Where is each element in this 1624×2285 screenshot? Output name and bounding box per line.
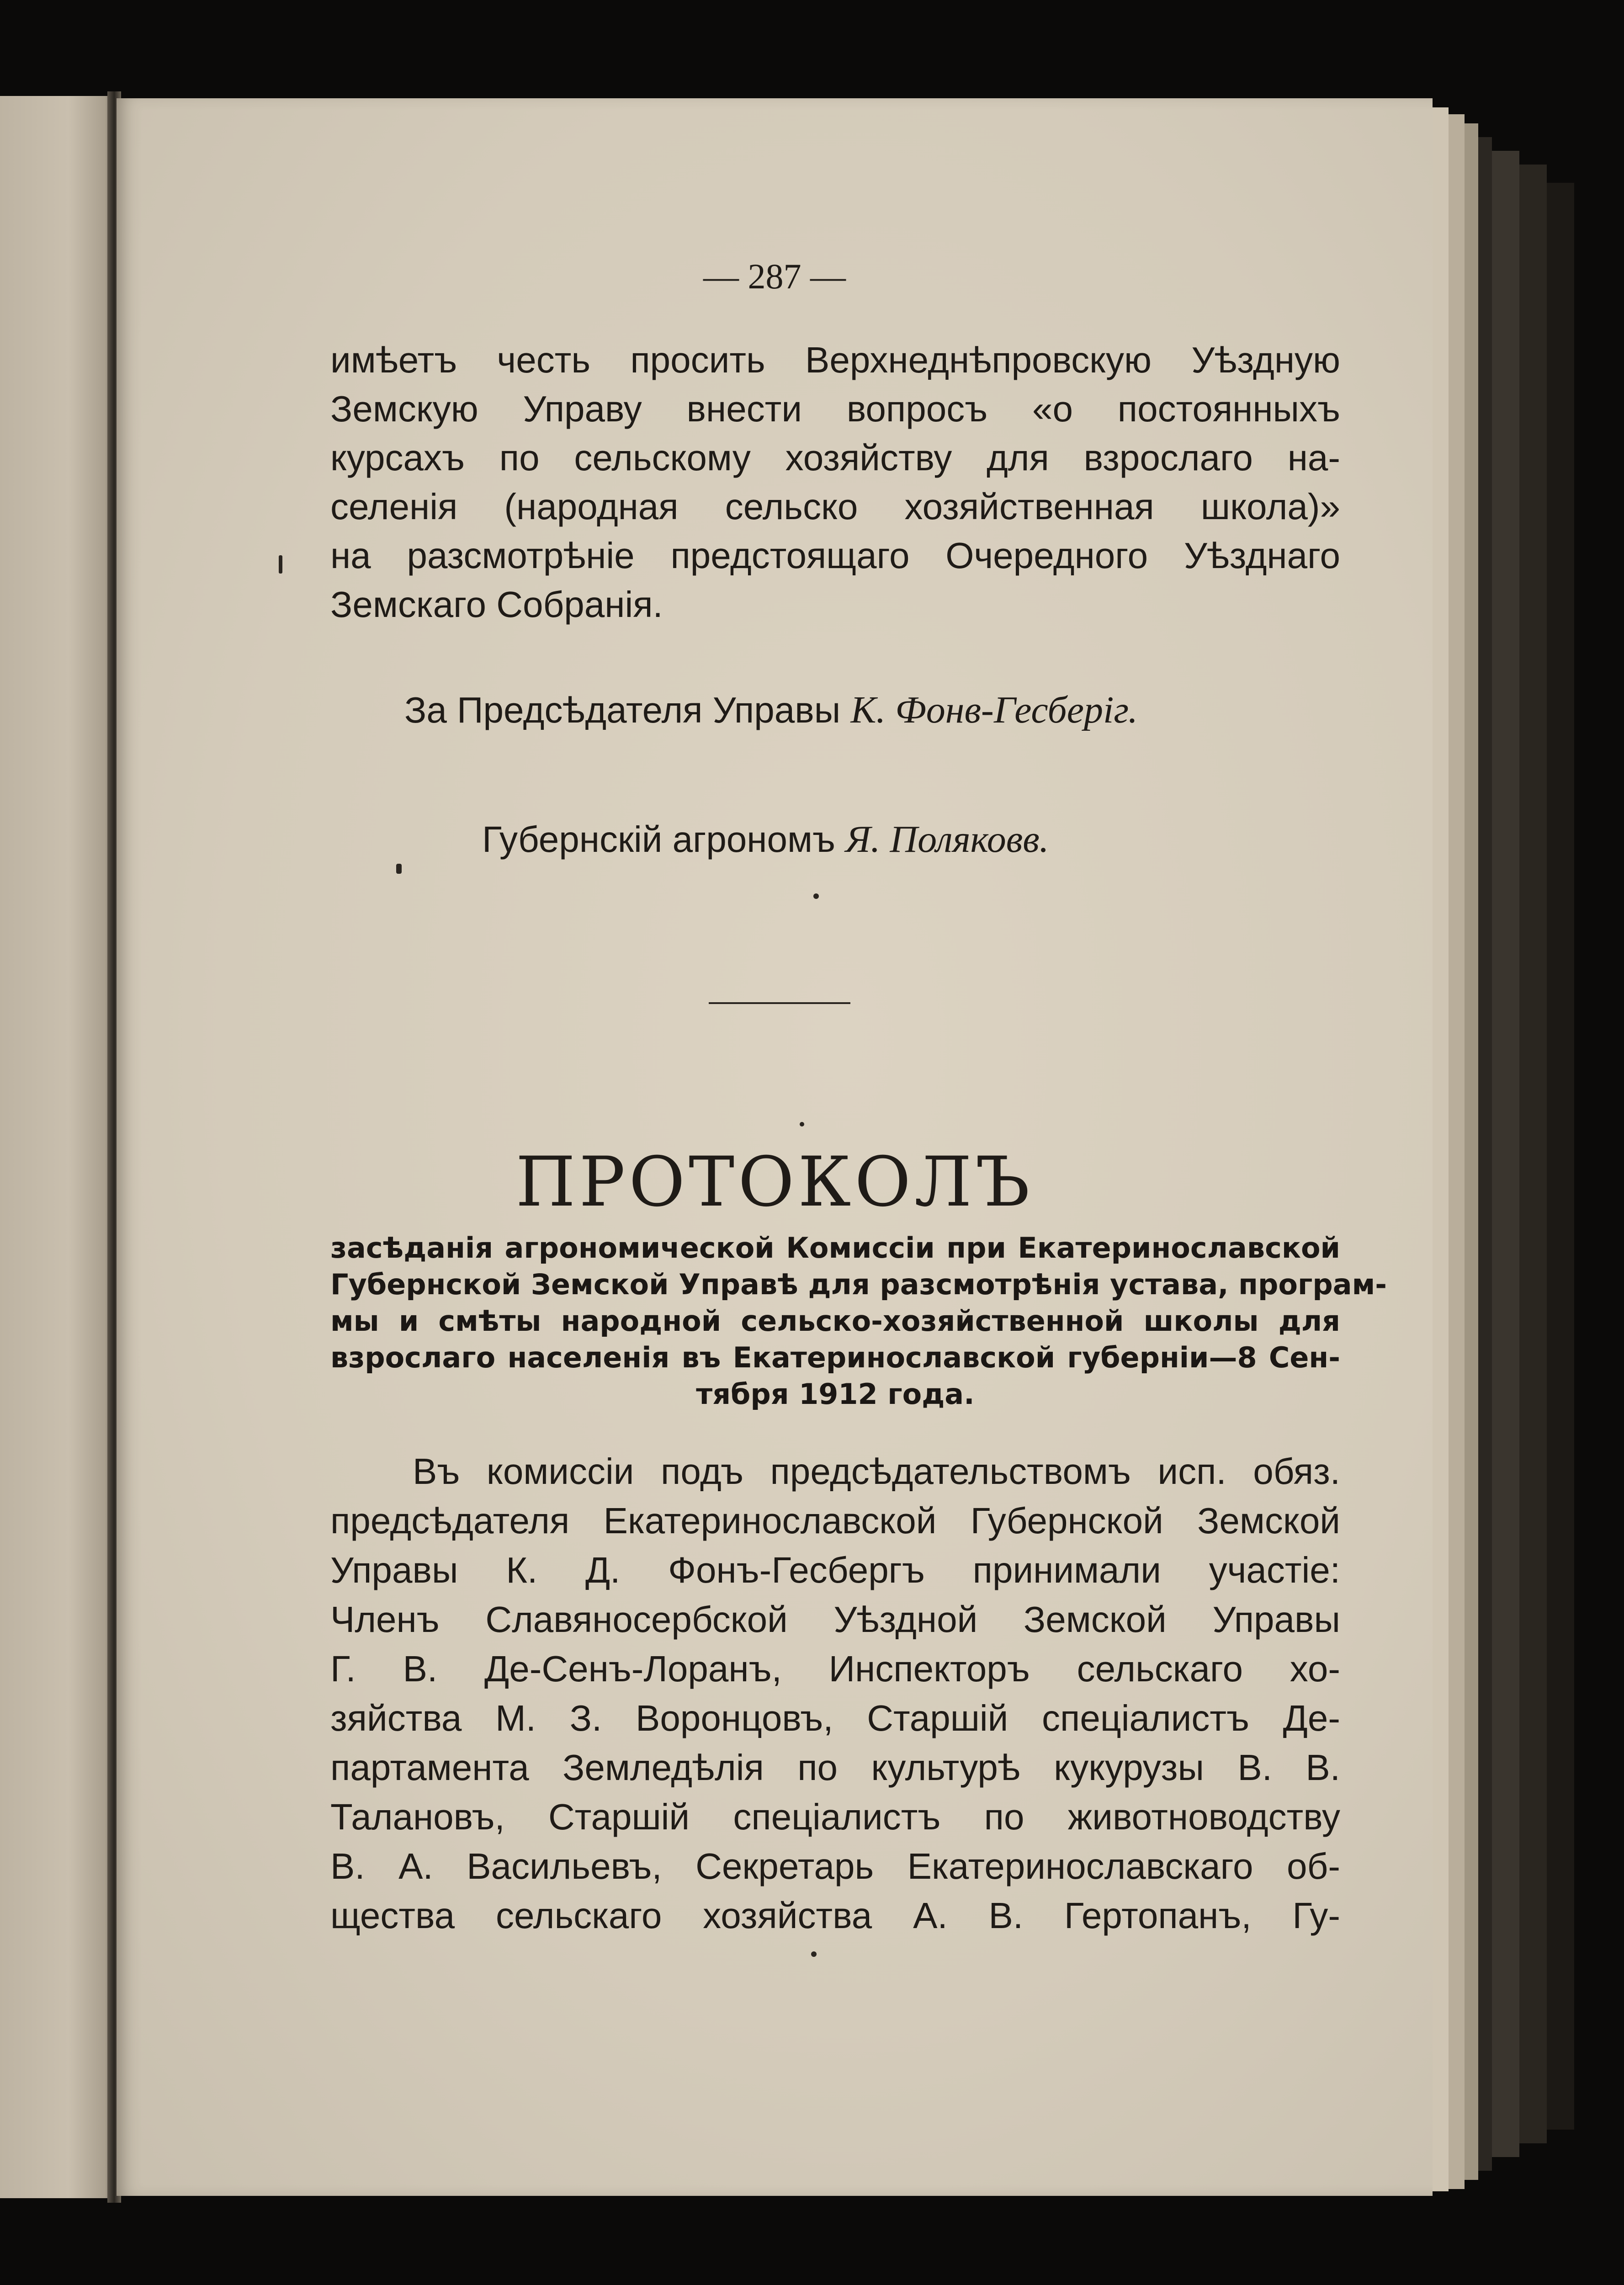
- subheading-line: засѣданія агрономической Комиссіи при Екатеринославской: [330, 1231, 1340, 1265]
- ink-speck: [813, 893, 819, 899]
- text-line: Г. В. Де-Сенъ-Лоранъ, Инспекторъ сельскаго хо-: [330, 1648, 1340, 1689]
- subheading-line: тября 1912 года.: [696, 1377, 975, 1411]
- document-heading: ПРОТОКОЛЪ: [515, 1142, 1034, 1222]
- signature-role: За Предсѣдателя Управы: [404, 690, 841, 730]
- signature-chairman: [404, 688, 1138, 732]
- text-line: Въ комиссіи подъ предсѣдательствомъ исп. обяз.: [413, 1451, 1340, 1492]
- margin-mark: [396, 864, 402, 874]
- text-line: Земскую Управу внести вопросъ «о постоянныхъ: [330, 388, 1340, 429]
- text-line: селенія (народная сельско хозяйственная школа)»: [330, 486, 1340, 527]
- page-edge: [1547, 183, 1574, 2130]
- ink-speck: [811, 1951, 817, 1957]
- signature-agronomist: [482, 817, 1049, 861]
- page-number: — 287 —: [703, 256, 846, 296]
- subheading-line: мы и смѣты народной сельско-хозяйственной школы для: [330, 1304, 1340, 1338]
- text-line: Талановъ, Старшій спеціалистъ по животноводству: [330, 1796, 1340, 1837]
- page-edge: [1449, 114, 1465, 2189]
- page-edge: [1478, 137, 1492, 2171]
- section-divider: [709, 1002, 850, 1004]
- text-line: Управы К. Д. Фонъ-Гесбергъ принимали участіе:: [330, 1550, 1340, 1590]
- text-line: курсахъ по сельскому хозяйству для взрослаго на-: [330, 437, 1340, 478]
- signature-name: К. Фонв-Гесберіг.: [850, 689, 1138, 731]
- page-edge: [1492, 151, 1519, 2157]
- text-line: имѣетъ честь просить Верхнеднѣпровскую Уѣздную: [330, 340, 1340, 380]
- page: [117, 98, 1433, 2196]
- page-edge: [1519, 165, 1547, 2143]
- left-page-edge: [0, 96, 114, 2198]
- page-edge: [1465, 123, 1478, 2180]
- page-edge: [1430, 107, 1449, 2191]
- text-line: В. А. Васильевъ, Секретарь Екатеринославскаго об-: [330, 1846, 1340, 1886]
- text-line: зяйства М. З. Воронцовъ, Старшій спеціалистъ Де-: [330, 1698, 1340, 1738]
- signature-name: Я. Поляковв.: [845, 818, 1049, 861]
- signature-role: Губернскій агрономъ: [482, 819, 835, 860]
- margin-mark: [279, 555, 282, 574]
- text-line: партамента Земледѣлія по культурѣ кукурузы В. В.: [330, 1747, 1340, 1788]
- subheading-line: Губернской Земской Управѣ для разсмотрѣнія устава, програм-: [330, 1268, 1387, 1301]
- subheading-line: взрослаго населенія въ Екатеринославской губерніи—8 Сен-: [330, 1341, 1340, 1374]
- text-line: щества сельскаго хозяйства А. В. Гертопанъ, Гу-: [330, 1895, 1340, 1936]
- text-line: Земскаго Собранія.: [330, 584, 663, 625]
- ink-speck: [800, 1122, 804, 1127]
- text-line: на разсмотрѣніе предстоящаго Очередного Уѣзднаго: [330, 535, 1340, 576]
- text-line: Членъ Славяносербской Уѣздной Земской Управы: [330, 1599, 1340, 1640]
- text-line: предсѣдателя Екатеринославской Губернской Земской: [330, 1500, 1340, 1541]
